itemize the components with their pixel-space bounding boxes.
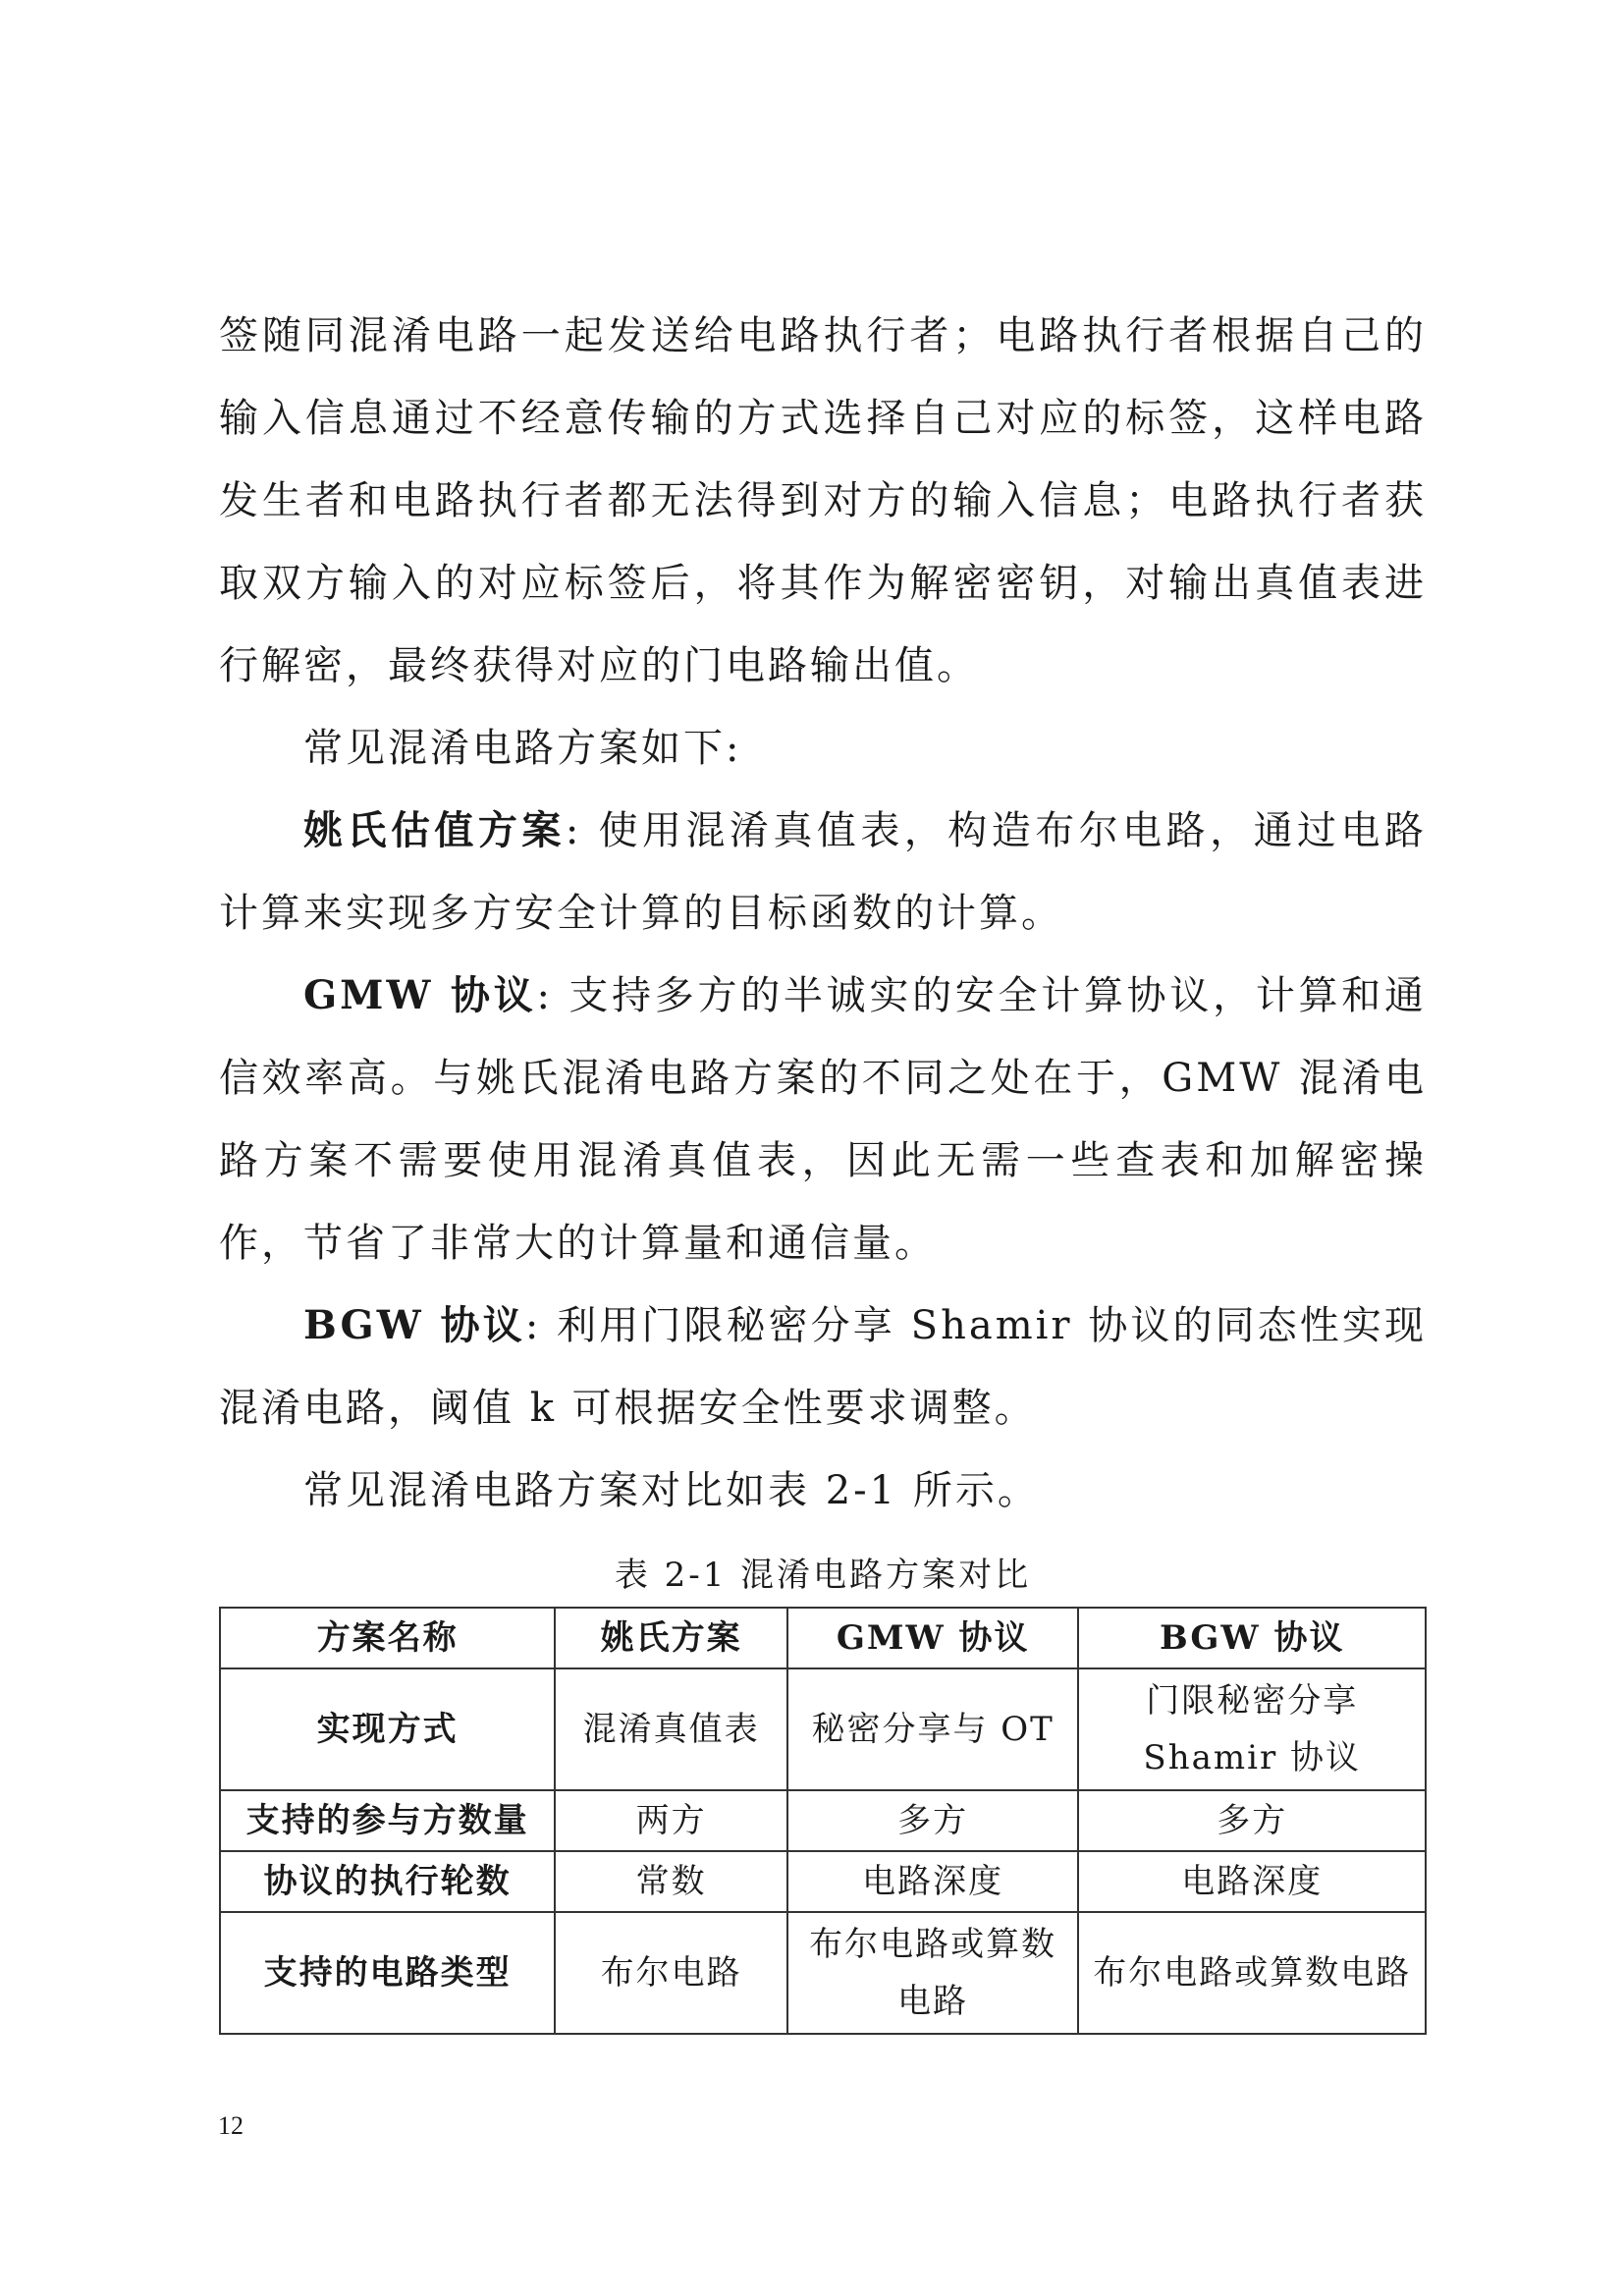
desc-bgw: : 利用门限秘密分享 Shamir 协议的同态性实现混淆电路，阈值 k 可根据安全性要求调整。 bbox=[219, 1303, 1427, 1431]
term-bgw: BGW 协议 bbox=[303, 1302, 525, 1348]
desc-yao: : 使用混淆真值表，构造布尔电路，通过电路计算来实现多方安全计算的目标函数的计算。 bbox=[219, 808, 1428, 936]
table-header-row bbox=[220, 1608, 1426, 1668]
table-cell: 电路深度 bbox=[787, 1851, 1079, 1912]
table-header-cell: GMW 协议 bbox=[787, 1608, 1079, 1668]
paragraph-table-reference: 常见混淆电路方案对比如表 2-1 所示。 bbox=[303, 1468, 1040, 1513]
paragraph-garbled-label-transfer: 签随同混淆电路一起发送给电路执行者；电路执行者根据自己的输入信息通过不经意传输的方式选择自己对应的标签，这样电路发生者和电路执行者都无法得到对方的输入信息；电路执行者获取双方输入的对应标签后，将其作为解密密钥，对输出真值表进行解密，最终获得对应的门电路输出值。 bbox=[219, 313, 1427, 688]
term-yao: 姚氏估值方案 bbox=[303, 807, 566, 853]
table-cell: 电路深度 bbox=[1078, 1851, 1426, 1912]
table-row bbox=[220, 1851, 1426, 1912]
table-cell: 门限秘密分享 Shamir 协议 bbox=[1078, 1668, 1426, 1790]
paragraph-yao-scheme bbox=[219, 790, 1427, 955]
page-body bbox=[219, 295, 1427, 2035]
table-cell: 混淆真值表 bbox=[555, 1668, 787, 1790]
table-row bbox=[220, 1912, 1426, 2034]
paragraph-gmw-protocol bbox=[219, 955, 1427, 1285]
table-header-cell: BGW 协议 bbox=[1078, 1608, 1426, 1668]
table-cell: 布尔电路或算数电路 bbox=[787, 1912, 1079, 2034]
table-caption: 表 2-1 混淆电路方案对比 bbox=[614, 1556, 1032, 1595]
table-cell: 多方 bbox=[787, 1790, 1079, 1851]
table-cell: 布尔电路 bbox=[555, 1912, 787, 2034]
table-cell: 秘密分享与 OT bbox=[787, 1668, 1079, 1790]
table-row bbox=[220, 1668, 1426, 1790]
term-gmw: GMW 协议 bbox=[303, 972, 537, 1018]
table-cell: 多方 bbox=[1078, 1790, 1426, 1851]
table-header-cell: 姚氏方案 bbox=[555, 1608, 787, 1668]
comparison-table bbox=[219, 1607, 1427, 2035]
table-row-header: 实现方式 bbox=[220, 1668, 555, 1790]
table-row-header: 支持的电路类型 bbox=[220, 1912, 555, 2034]
table-cell: 常数 bbox=[555, 1851, 787, 1912]
table-cell: 两方 bbox=[555, 1790, 787, 1851]
paragraph-schemes-intro: 常见混淆电路方案如下: bbox=[303, 726, 742, 771]
table-header-cell: 方案名称 bbox=[220, 1608, 555, 1668]
table-row bbox=[220, 1790, 1426, 1851]
desc-gmw: : 支持多方的半诚实的安全计算协议，计算和通信效率高。与姚氏混淆电路方案的不同之处在于，GMW 混淆电路方案不需要使用混淆真值表，因此无需一些查表和加解密操作，节省了非常大的计算量和通信量。 bbox=[219, 973, 1427, 1266]
table-row-header: 协议的执行轮数 bbox=[220, 1851, 555, 1912]
table-row-header: 支持的参与方数量 bbox=[220, 1790, 555, 1851]
paragraph-bgw-protocol bbox=[219, 1285, 1427, 1449]
page-number: 12 bbox=[218, 2111, 243, 2140]
table-cell: 布尔电路或算数电路 bbox=[1078, 1912, 1426, 2034]
